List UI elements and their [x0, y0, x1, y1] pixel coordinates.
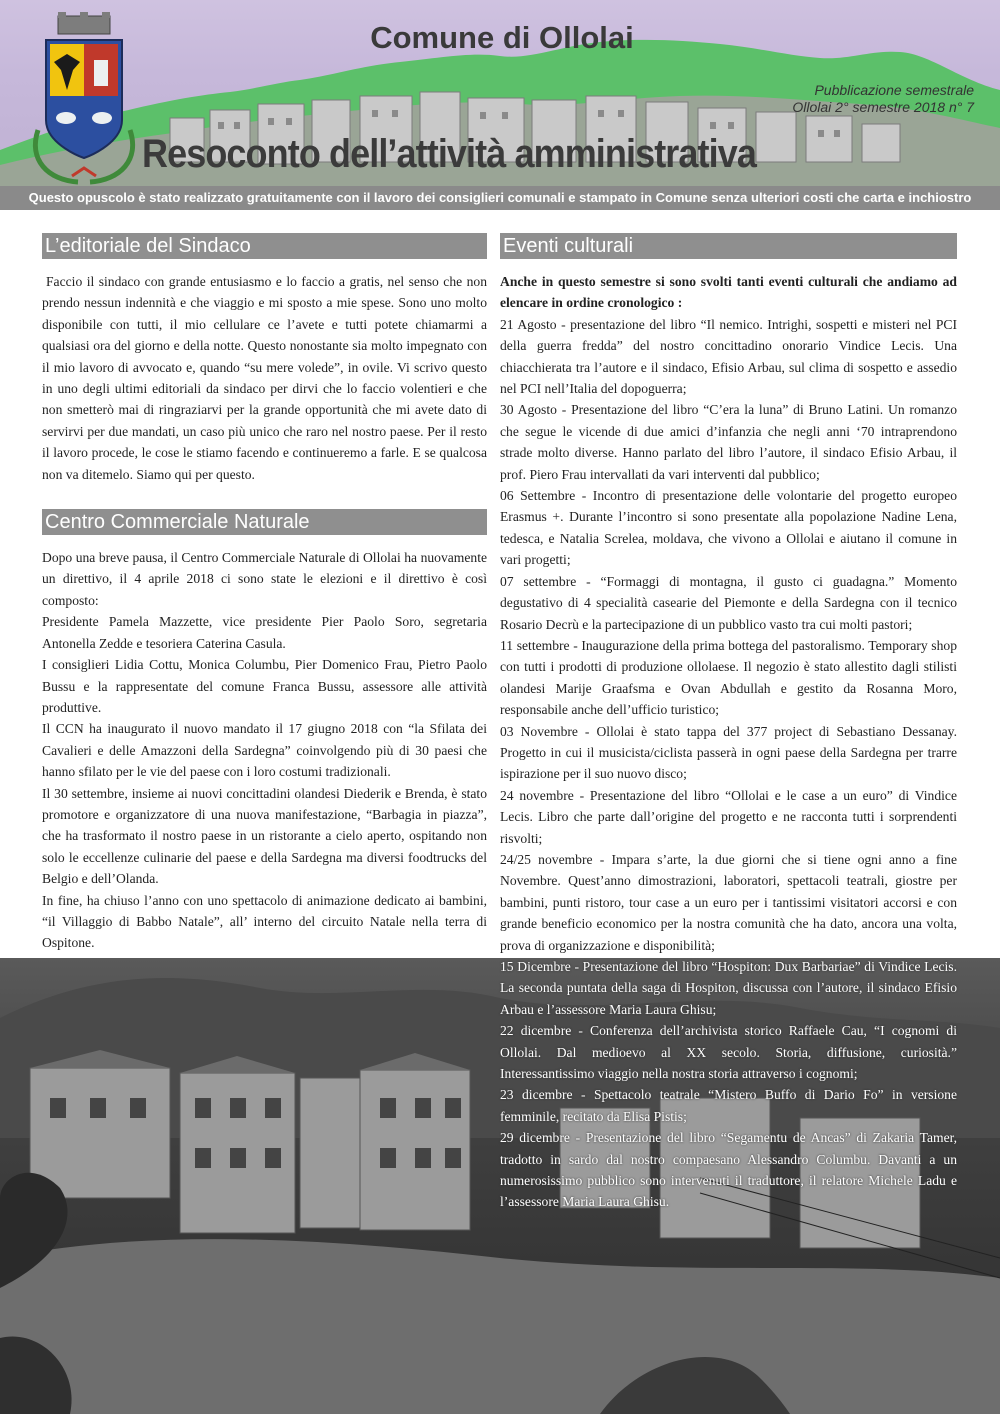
right-column	[500, 233, 957, 1213]
publication-info	[792, 82, 974, 116]
event-item: 21 Agosto - presentazione del libro “Il nemico. Intrighi, sospetti e misteri nel PCI della guerra fredda” del nostro concittadino onorario Vindice Lecis. Una chiacchierata tra l’autore e il sindaco, Efisio Arbau, sul clima di sospetto e assedio nel PCI nell’Italia del dopoguerra;	[500, 316, 957, 397]
ccn-paragraph: Dopo una breve pausa, il Centro Commerciale Naturale di Ollolai ha nuovamente un direttivo, il 4 aprile 2018 ci sono state le elezioni e il direttivo è così composto:	[42, 550, 487, 608]
ccn-paragraph: Il 30 settembre, insieme ai nuovi concittadini olandesi Diederik e Brenda, è stato promotore e organizzatore di una nuova manifestazione, “Barbagia in piazza”, che ha trasformato il nostro paese in un ristorante a cielo aperto, ospitando non solo le eccellenze culinarie del paese e della Sardegna ma diversi foodtrucks del Belgio e dell’Olanda.	[42, 785, 487, 887]
event-item: 03 Novembre - Ollolai è stato tappa del 377 project di Sebastiano Dessanay. Progetto in cui il musicista/ciclista passerà in ogni paese della Sardegna per trarre ispirazione per il suo nuovo disco;	[500, 723, 957, 782]
event-item: 29 dicembre - Presentazione del libro “Segamentu de Ancas” di Zakaria Tamer, tradotto in sardo dal nostro compaesano Alessandro Columbu. Davanti a un numerosissimo pubblico sono intervenuti il traduttore, il relatore Michele Ladu e l’assessore Maria Laura Ghisu.	[500, 1130, 957, 1210]
event-item: 07 settembre - “Formaggi di montagna, il gusto ci guadagna.” Momento degustativo di 4 specialità casearie del Piemonte e della Sardegna con il tecnico Rosario Decrù e la partecipazione di un pubblico vasto tra cui molti pastori;	[500, 573, 957, 632]
ccn-heading: Centro Commerciale Naturale	[42, 509, 487, 535]
edition-number: Ollolai 2° semestre 2018 n° 7	[792, 99, 974, 115]
header-banner	[0, 0, 1000, 186]
eventi-intro: Anche in questo semestre si sono svolti tanti eventi culturali che andiamo ad elencare in ordine cronologico :	[500, 274, 957, 311]
ccn-paragraph: Presidente Pamela Mazzette, vice presidente Pier Paolo Soro, segretaria Antonella Zedde e tesoriera Caterina Casula.	[42, 614, 487, 651]
event-item: 06 Settembre - Incontro di presentazione delle volontarie del progetto europeo Erasmus +. Durante l’incontro si sono presentate alla popolazione Nadine Lena, tedesca, e Natalia Screlea, moldava, che vivono a Ollolai e aiutano il comune in vari progetti;	[500, 488, 957, 568]
left-column	[42, 233, 487, 954]
publication-type: Pubblicazione semestrale	[814, 82, 974, 98]
event-item: 15 Dicembre - Presentazione del libro “Hospiton: Dux Barbariae” di Vindice Lecis. La seconda puntata della saga di Hospiton, discussa con l’autore, il sindaco Efisio Arbau e l’assessore Maria Laura Ghisu;	[500, 959, 957, 1017]
ccn-paragraph: I consiglieri Lidia Cottu, Monica Columbu, Pier Domenico Frau, Pietro Paolo Bussu e la rappresentate del comune Franca Bussu, assessore alle attività produttive.	[42, 657, 487, 715]
event-item: 24/25 novembre - Impara s’arte, la due giorni che si tiene ogni anno a fine Novembre. Quest’anno dimostrazioni, laboratori, spettacoli teatrali, giostre per bambini, punti ristoro, tour case a un euro per i tantissimi visitatori accorsi e con grande beneficio economico per la nostra comunità che ha dato, ancora una volta, prova di organizzazione e disponibilità;	[500, 851, 957, 953]
editoriale-heading: L’editoriale del Sindaco	[42, 233, 487, 259]
town-name: Comune di Ollolai	[370, 20, 634, 55]
ccn-paragraph: In fine, ha chiuso l’anno con uno spettacolo di animazione dedicato ai bambini, “il Villaggio di Babbo Natale”, all’ interno del circuito Natale nella terra di Ospitone.	[42, 892, 487, 951]
event-item: 23 dicembre - Spettacolo teatrale “Mistero Buffo di Dario Fo” in versione femminile, recitato da Elisa Pistis;	[500, 1087, 957, 1124]
event-item: 24 novembre - Presentazione del libro “Ollolai e le case a un euro” di Vindice Lecis. Libro che parte dall’origine del progetto e ne racconta tutti i sorprendenti risvolti;	[500, 787, 957, 846]
event-item: 11 settembre - Inaugurazione della prima bottega del pastoralismo. Temporary shop con tutti i prodotti di produzione ollolaese. Il negozio è stato allestito dagli stilisti olandesi Marije Graafsma e Ovan Abdullah e gestito da Rosanna Moro, responsabile anche dell’ufficio turistico;	[500, 637, 957, 718]
editoriale-text: Faccio il sindaco con grande entusiasmo e lo faccio a gratis, nel senso che non prendo nessun indennità e che viaggio e mi sposto a mie spese. Sono uno molto disponibile con tutti, il mio cellulare ce l’avete e tutti potete chiamarmi a qualsiasi ora del giorno e della notte. Questo nonostante sia molto impegnato con il mio lavoro di avvocato e, quando “su mere volede”, in ovile. Vi scrivo questo in uno degli ultimi editoriali da sindaco per dirvi che lo faccio volentieri e che non smetterò mai di ringraziarvi per la grande opportunità che mi avete dato di servirvi per due mandati, un caso più unico che raro nel nostro paese. Per il resto il lavoro procede, le cose le stiamo facendo e continueremo a farle. E se qualcosa non va ditemelo. Siamo qui per questo.	[42, 274, 487, 482]
ccn-paragraph: Il CCN ha inaugurato il nuovo mandato il 17 giugno 2018 con “la Sfilata dei Cavalieri e delle Amazzoni della Sardegna” coinvolgendo più di 30 paesi che hanno sfilato per le vie del paese con i loro costumi tradizionali.	[42, 721, 487, 780]
event-item: 30 Agosto - Presentazione del libro “C’era la luna” di Bruno Latini. Un romanzo che segue le vicende di due amici d’infanzia che negli anni ‘70 intraprendono strade molto diverse. Hanno parlato del libro l’autore, il sindaco Efisio Arbau, il prof. Piero Frau intervallati da vari interventi dal pubblico;	[500, 402, 957, 482]
event-item: 22 dicembre - Conferenza dell’archivista storico Raffaele Cau, “I cognomi di Ollolai. Dal medioevo al XX secolo. Storia, diffusione, curiosità.” Interessantissimo viaggio nella nostra storia attraverso i cognomi;	[500, 1023, 957, 1082]
info-bar: Questo opuscolo è stato realizzato gratuitamente con il lavoro dei consiglieri comunali e stampato in Comune senza ulteriori costi che carta e inchiostro	[0, 186, 1000, 210]
main-title: Resoconto dell’attività amministrativa	[142, 132, 756, 176]
eventi-heading: Eventi culturali	[500, 233, 957, 259]
